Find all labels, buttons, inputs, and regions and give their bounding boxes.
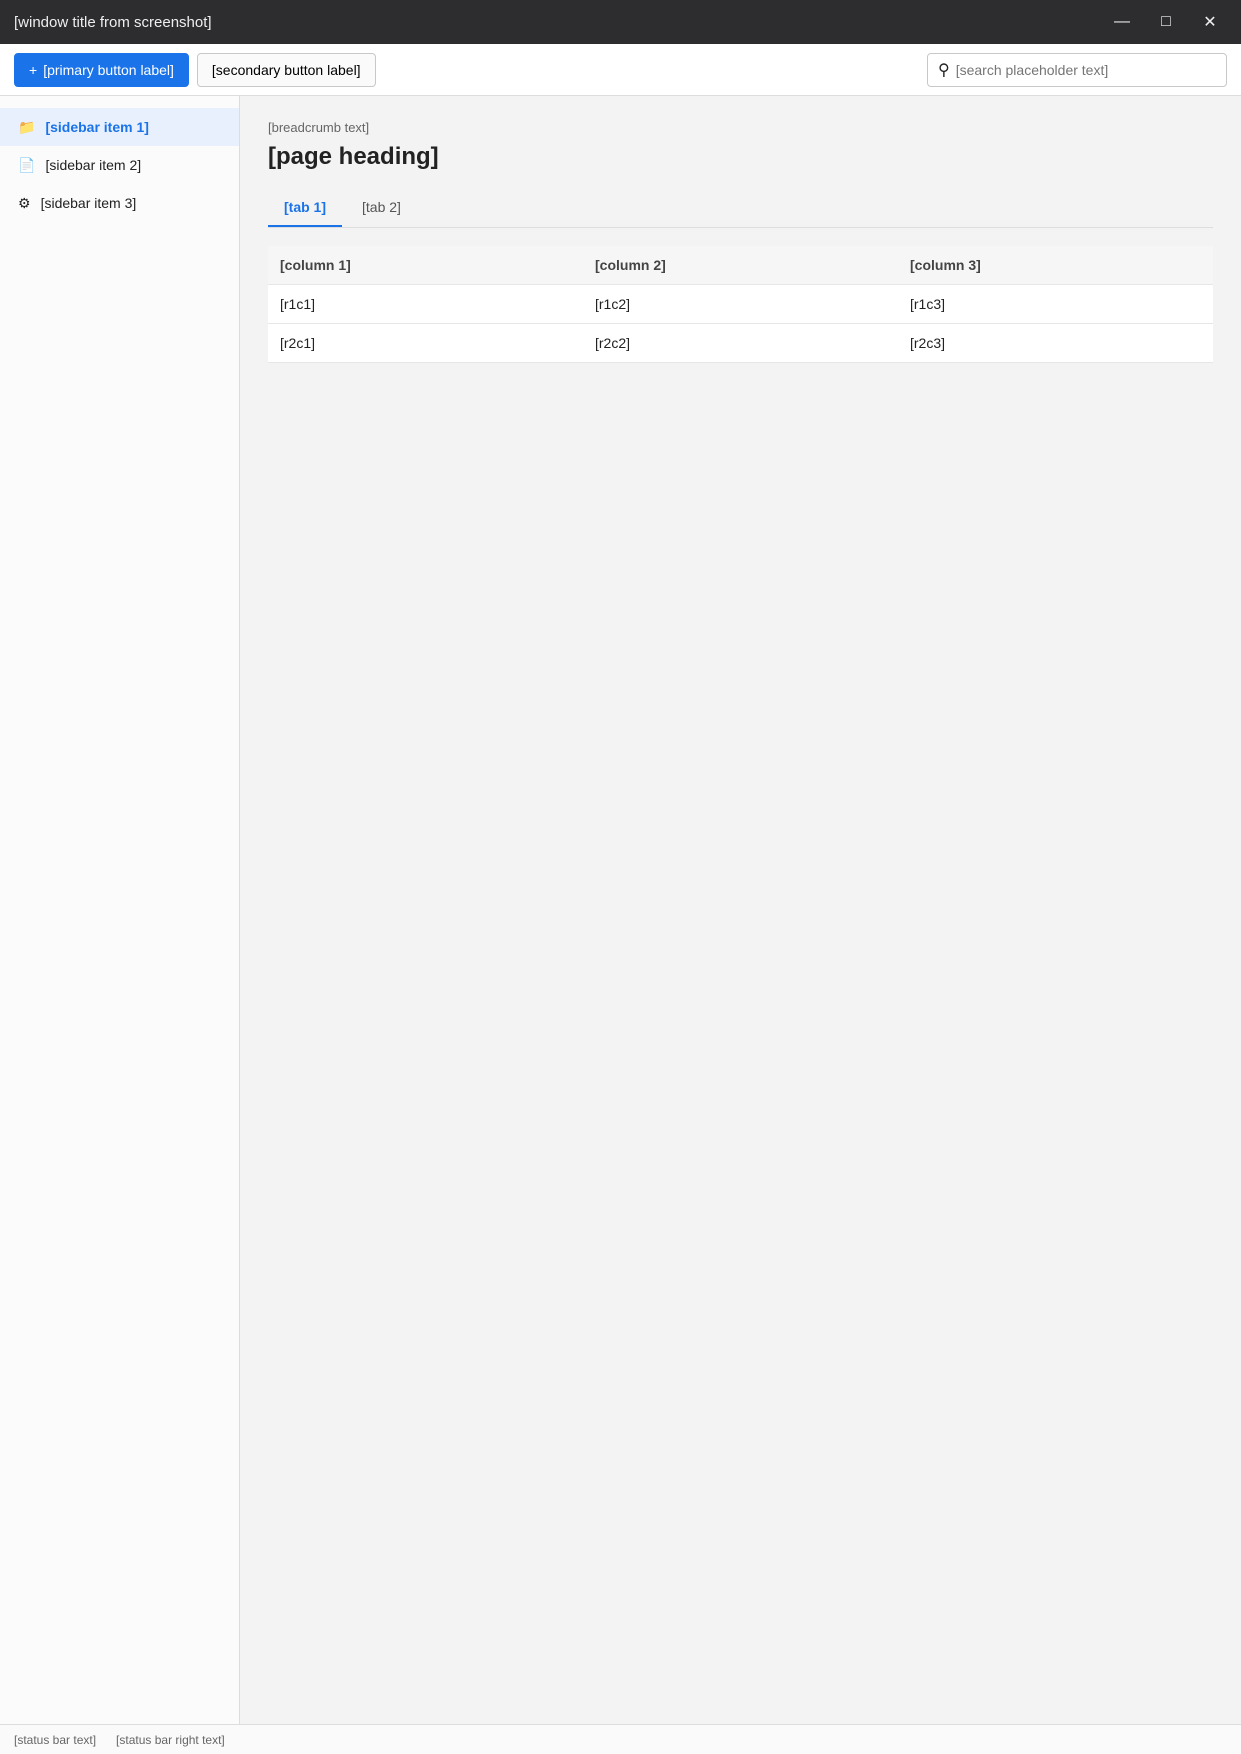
page-title: [page heading] — [268, 143, 439, 170]
folder-icon: 📁 — [18, 118, 36, 135]
sidebar-item-1[interactable] — [0, 108, 239, 146]
content-area — [0, 96, 1241, 1724]
table-cell: [r1c3] — [898, 285, 1213, 324]
gear-icon: ⚙ — [18, 194, 31, 211]
title-bar — [0, 0, 1241, 44]
table-cell: [r2c2] — [583, 324, 898, 363]
sidebar-item-3[interactable] — [0, 184, 239, 222]
plus-icon: + — [29, 61, 38, 78]
status-text: [status bar text] — [14, 1732, 97, 1747]
primary-button-label: [primary button label] — [43, 61, 174, 78]
tab-bar — [268, 189, 1213, 228]
tab-1[interactable]: [tab 1] — [268, 189, 342, 227]
table-header-row — [268, 246, 1213, 285]
minimize-icon[interactable]: — — [1114, 13, 1130, 30]
window-title: [window title from screenshot] — [14, 13, 212, 31]
table-cell: [r2c3] — [898, 324, 1213, 363]
column-header[interactable]: [column 2] — [583, 246, 898, 285]
table-cell: [r1c1] — [268, 285, 583, 324]
data-table — [268, 246, 1213, 363]
search-icon: ⚲ — [938, 61, 950, 79]
sidebar — [0, 96, 240, 1724]
sidebar-item-2[interactable] — [0, 146, 239, 184]
maximize-icon[interactable]: □ — [1161, 13, 1171, 30]
search-box — [927, 53, 1227, 87]
table-cell: [r1c2] — [583, 285, 898, 324]
main-panel — [240, 96, 1241, 1724]
table-row[interactable] — [268, 324, 1213, 363]
table-row[interactable] — [268, 285, 1213, 324]
column-header[interactable]: [column 1] — [268, 246, 583, 285]
file-icon: 📄 — [18, 156, 36, 173]
tab-2[interactable]: [tab 2] — [362, 199, 401, 215]
secondary-button[interactable] — [197, 53, 376, 87]
close-icon[interactable]: ✕ — [1203, 14, 1217, 31]
status-bar — [0, 1724, 1241, 1754]
breadcrumb: [breadcrumb text] — [268, 120, 370, 135]
toolbar — [0, 44, 1241, 96]
column-header[interactable]: [column 3] — [898, 246, 1213, 285]
status-text-right: [status bar right text] — [116, 1732, 225, 1747]
search-input[interactable] — [956, 62, 1216, 78]
sidebar-item-label: [sidebar item 3] — [40, 195, 137, 211]
secondary-button-label: [secondary button label] — [211, 61, 361, 78]
primary-button[interactable] — [14, 53, 189, 87]
sidebar-item-label: [sidebar item 1] — [45, 119, 149, 135]
sidebar-item-label: [sidebar item 2] — [45, 157, 142, 173]
table-cell: [r2c1] — [268, 324, 583, 363]
